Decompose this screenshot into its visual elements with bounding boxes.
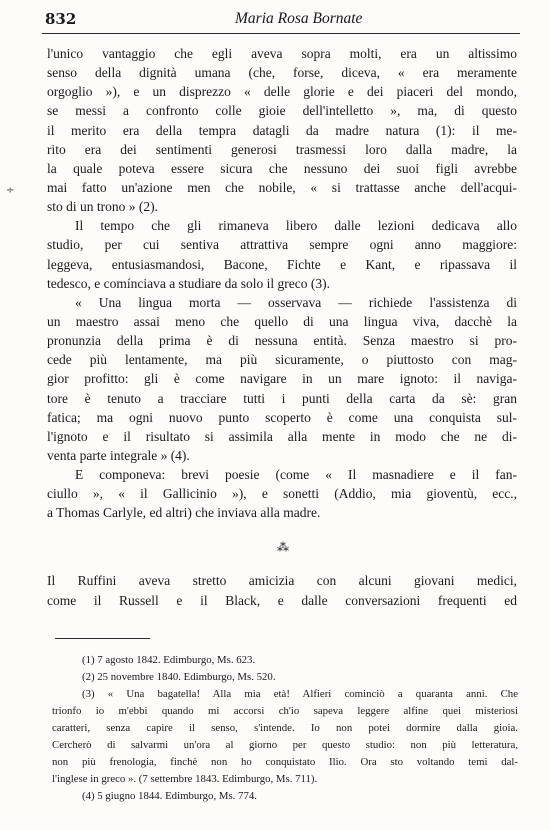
footnote <box>52 652 518 669</box>
text-line: tore è tenuto a tracciare tutti i punti della carta da sè: gran <box>47 390 517 406</box>
footnote-line: (4) 5 giugno 1844. Edimburgo, Ms. 774. <box>82 790 257 802</box>
footnote <box>52 669 518 686</box>
section-asterism: ⁂ <box>277 540 289 554</box>
text-line: mai fatto un'azione men che nobile, « si trattasse anche dell'acqui- <box>47 179 517 195</box>
running-title: Maria Rosa Bornate <box>235 10 363 27</box>
footnote-line: non più frenologia, finchè non ho conquistato Ilio. Ora sto voltando temi dal- <box>52 756 518 768</box>
text-line: leggeva, entusiasmandosi, Bacone, Fichte e Kant, e ripassava il <box>47 256 517 272</box>
header-rule <box>42 33 520 34</box>
text-line: ciullo », « il Gallicinio »), e sonetti (Addio, mia gioventù, ecc., <box>47 486 517 502</box>
text-line: cede più lentamente, ma più sicuramente, o piuttosto con mag- <box>47 352 517 368</box>
text-line: il merito era della tempra datagli da madre natura (1): il me- <box>47 122 517 138</box>
text-line: gior profitto: gli è come navigare in un mare ignoto: il naviga- <box>47 371 517 387</box>
text-line: Il Ruffini aveva stretto amicizia con alcuni giovani medici, <box>47 573 517 588</box>
text-line: l'unico vantaggio che egli aveva sopra molti, era un altissimo <box>47 46 517 61</box>
text-line: orgoglio »), e un disprezzo « delle glorie e dei piaceri del mondo, <box>47 84 517 100</box>
footnote-line: (2) 25 novembre 1840. Edimburgo, Ms. 520. <box>82 671 276 683</box>
main-text <box>47 44 517 523</box>
text-line: pronunzia della prima è di nessuna entità. Senza maestro si pro- <box>47 333 517 349</box>
margin-mark: ÷ <box>6 185 15 196</box>
footnote-line: Cercherò di salvarmi un'ora al giorno per questo studio: non più letteratura, <box>52 739 518 751</box>
text-line: sto di un trono » (2). <box>47 199 158 215</box>
footnote-line: (1) 7 agosto 1842. Edimburgo, Ms. 623. <box>82 654 256 666</box>
text-line: studio, per cui sentiva attrattiva sempre ogni anno maggiore: <box>47 237 517 253</box>
text-line: a Thomas Carlyle, ed altri) che inviava alla madre. <box>47 505 321 521</box>
page-number: 832 <box>45 10 77 28</box>
footnote <box>52 686 518 788</box>
text-line: senso della dignità umana (che, forse, diceva, « era meramente <box>47 65 517 81</box>
text-line: la quale poteva essere sicura che nessuno dei suoi figli avrebbe <box>47 160 517 176</box>
text-line: un maestro assai meno che quello di una lingua viva, dacchè la <box>47 313 517 329</box>
footnote-line: caratteri, senza capire il senso, s'intende. Io non potei dormire dalla gioia. <box>52 722 518 734</box>
text-line: l'ignoto e il risultato si assimila alla mente in modo che ne di- <box>47 428 517 444</box>
footnotes <box>52 652 518 805</box>
page-header <box>45 10 515 32</box>
text-line: fatica; ma ogni nuovo punto scoperto è come una conquista sul- <box>47 409 517 425</box>
footnote-line: (3) « Una bagatella! Alla mia età! Alfieri cominciò a quaranta anni. Che <box>82 688 518 700</box>
text-line: E componeva: brevi poesie (come « Il masnadiere e il fan- <box>75 467 517 483</box>
footnote <box>52 788 518 805</box>
section-text <box>47 571 517 611</box>
text-line: come il Russell e il Black, e dalle conversazioni frequenti ed <box>47 593 517 608</box>
footnote-line: trionfo io m'ebbi quando mi accorsi ch'io sapeva leggere alfine quei misteriosi <box>52 705 518 717</box>
text-line: rito era dei sentimenti generosi trasmessi loro dalla madre, la <box>47 141 517 157</box>
text-line: venta parte integrale » (4). <box>47 447 190 463</box>
footnote-line: l'inglese in greco ». (7 settembre 1843. Edimburgo, Ms. 711). <box>52 773 318 785</box>
text-line: Il tempo che gli rimaneva libero dalle lezioni dedicava allo <box>75 218 517 234</box>
text-line: se messi a confronto colle gioie dell'intelletto », ma, di questo <box>47 103 517 119</box>
text-line: « Una lingua morta — osservava — richiede l'assistenza di <box>75 294 517 310</box>
footnote-rule <box>55 638 150 639</box>
text-line: tedesco, e comínciava a studiare da solo il greco (3). <box>47 275 331 291</box>
